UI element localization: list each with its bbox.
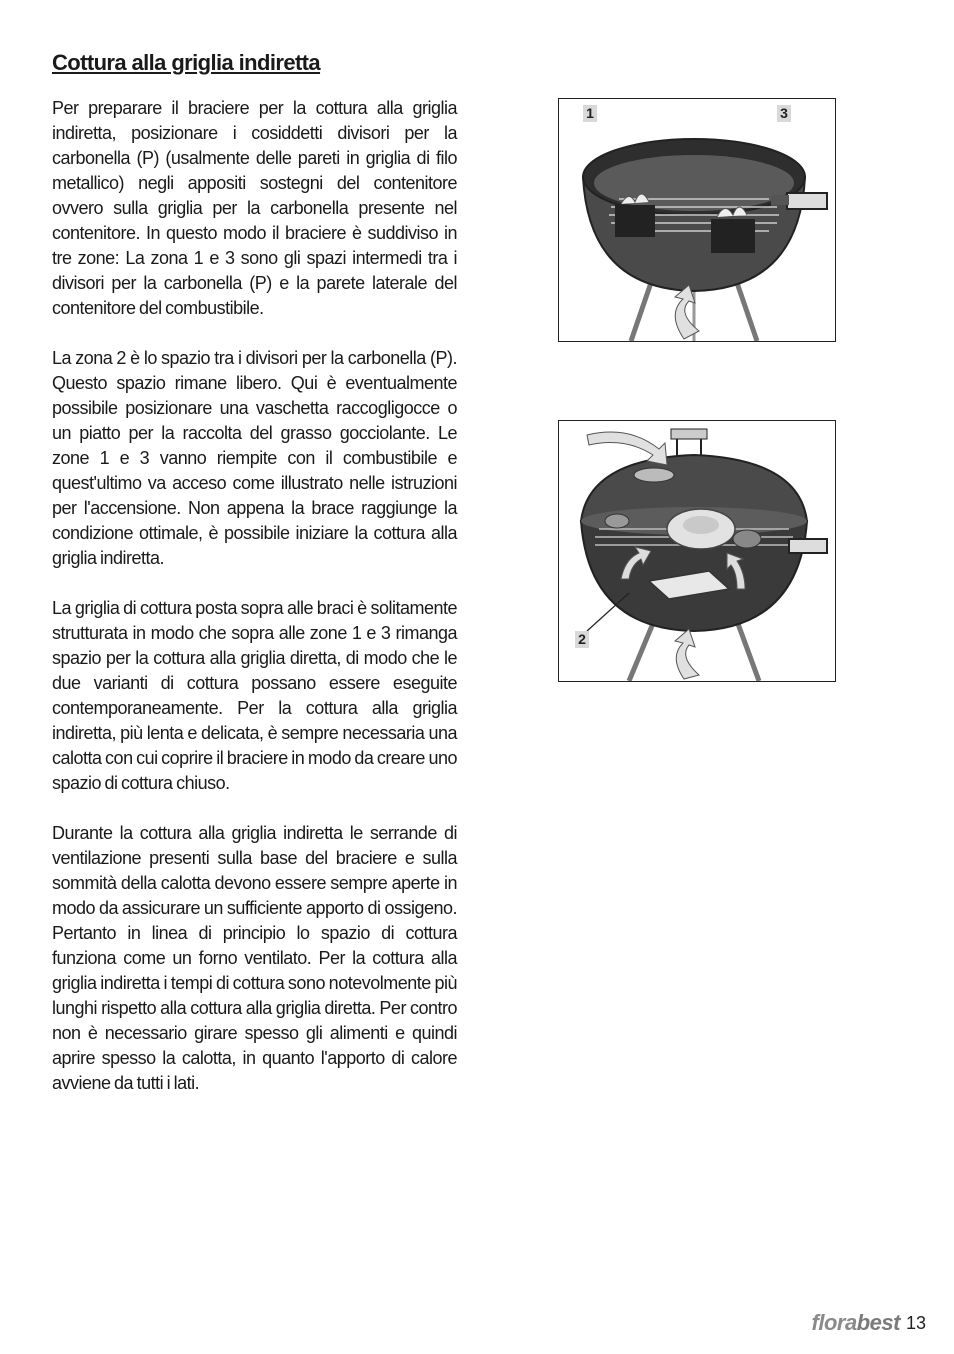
body-text	[52, 96, 457, 1121]
figure-grill-zones	[558, 98, 836, 342]
paragraph-3: La griglia di cottura posta sopra alle braci è solitamente strutturata in modo che sopra alle zone 1 e 3 rimanga spazio per la cottura alla griglia diretta, di modo che le due varianti di cottura possano essere eseguite contemporaneamente. Per la cottura alla griglia indiretta, più lenta e delicata, è sempre necessaria una calotta con cui coprire il braciere in modo da creare uno spazio di cottura chiuso.	[52, 598, 457, 793]
brand-logo: florabest	[811, 1310, 900, 1335]
page-title: Cottura alla griglia indiretta	[52, 50, 321, 75]
paragraph-4: Durante la cottura alla griglia indiretta le serrande di ventilazione presenti sulla base del braciere e sulla sommità della calotta devono essere sempre aperte in modo da assicurare un sufficiente apporto di ossigeno. Pertanto in linea di principio lo spazio di cottura funziona come un forno ventilato. Per la cottura alla griglia indiretta i tempi di cottura sono notevolmente più lunghi rispetto alla cottura alla griglia diretta. Per contro non è necessario girare spesso gli alimenti e quindi aprire spesso la calotta, in quanto l'apporto di calore avviene da tutti i lati.	[52, 823, 457, 1093]
paragraph-2: La zona 2 è lo spazio tra i divisori per la carbonella (P). Questo spazio rimane libero. Qui è eventualmente possibile posizionare una vaschetta raccogligocce o un piatto per la raccolta del grasso gocciolante. Le zone 1 e 3 vanno riempite con il combustibile e quest'ultimo va acceso come illustrato nelle istruzioni per l'accensione. Non appena la brace raggiunge la condizione ottimale, è possibile iniziare la cottura alla griglia indiretta.	[52, 348, 457, 568]
grill-covered-illustration	[559, 421, 835, 681]
paragraph-1: Per preparare il braciere per la cottura alla griglia indiretta, posizionare i cosiddetti divisori per la carbonella (P) (usalmente delle pareti in griglia di filo metallico) negli appositi sostegni del contenitore ovvero sulla griglia per la carbonella presente nel contenitore. In questo modo il braciere è suddiviso in tre zone: La zona 1 e 3 sono gli spazi intermedi tra i divisori per la carbonella (P) e la parete laterale del contenitore del combustibile.	[52, 98, 457, 318]
footer	[812, 1310, 926, 1336]
figure-indirect-cooking	[558, 420, 836, 682]
zone-1-label: 1	[583, 105, 597, 122]
zone-2-label: 2	[575, 631, 589, 648]
page-number: 13	[905, 1312, 926, 1333]
zone-3-label: 3	[777, 105, 791, 122]
grill-open-illustration	[559, 99, 835, 341]
